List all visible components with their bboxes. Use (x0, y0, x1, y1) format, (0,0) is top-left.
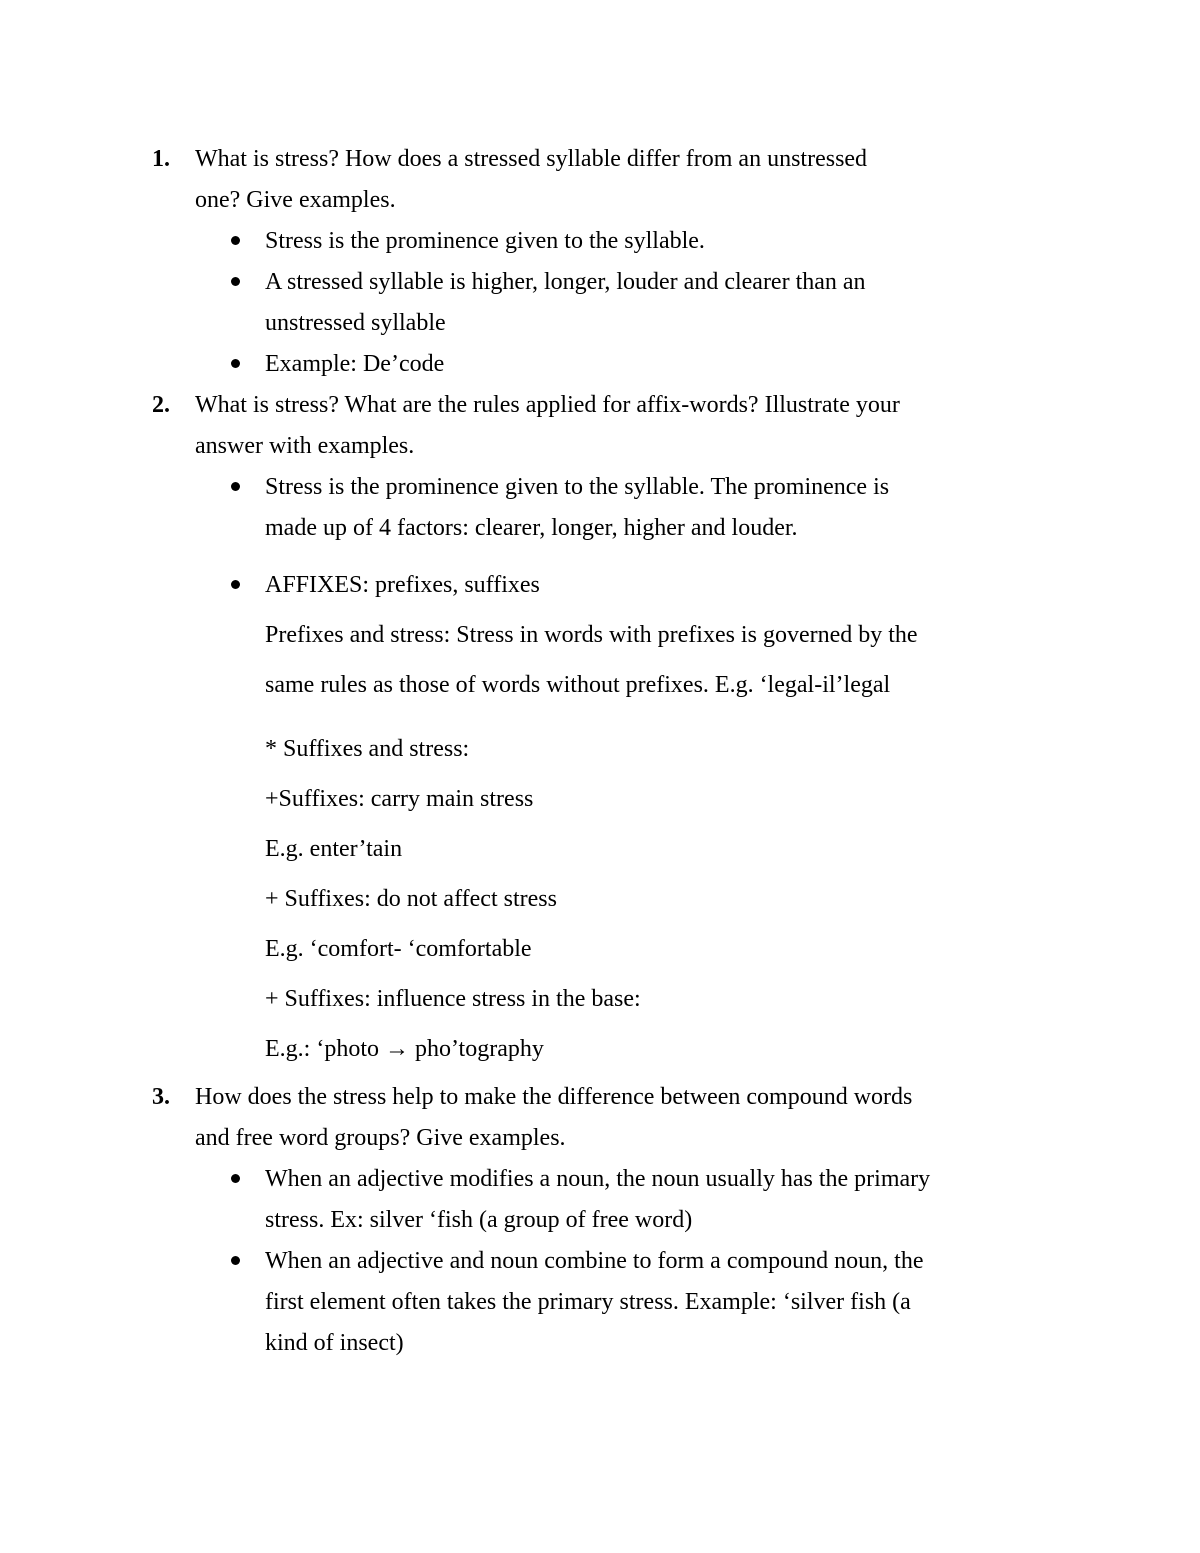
bullet-text: A stressed syllable is higher, longer, louder and clearer than an (265, 269, 866, 295)
note-text: + Suffixes: influence stress in the base: (265, 986, 641, 1012)
bullet-text: made up of 4 factors: clearer, longer, higher and louder. (265, 515, 798, 541)
note-text: + Suffixes: do not affect stress (265, 886, 557, 912)
bullet-text: When an adjective modifies a noun, the noun usually has the primary (265, 1166, 931, 1192)
bullet-icon (231, 1174, 240, 1183)
note-text: E.g. ‘comfort- ‘comfortable (265, 936, 532, 962)
bullet-text: stress. Ex: silver ‘fish (a group of free word) (265, 1207, 693, 1233)
bullet-text: AFFIXES: prefixes, suffixes (265, 572, 540, 598)
note-text: E.g.: ‘photo → pho’tography (265, 1036, 544, 1062)
bullet-icon (231, 1256, 240, 1265)
question-text: What is stress? How does a stressed syllable differ from an unstressed (195, 146, 868, 172)
question-text: What is stress? What are the rules applied for affix-words? Illustrate your (195, 392, 900, 418)
bullet-text: Stress is the prominence given to the syllable. (265, 228, 705, 254)
question-text: one? Give examples. (195, 187, 396, 213)
note-text: Prefixes and stress: Stress in words with prefixes is governed by the (265, 622, 918, 648)
bullet-icon (231, 580, 240, 589)
question-text: and free word groups? Give examples. (195, 1125, 566, 1151)
bullet-text: When an adjective and noun combine to form a compound noun, the (265, 1248, 924, 1274)
bullet-text: first element often takes the primary stress. Example: ‘silver fish (a (265, 1289, 911, 1315)
question-number: 1. (152, 146, 170, 172)
question-text: answer with examples. (195, 433, 415, 459)
question-text: How does the stress help to make the difference between compound words (195, 1084, 913, 1110)
note-text: +Suffixes: carry main stress (265, 786, 534, 812)
note-text: * Suffixes and stress: (265, 736, 470, 762)
note-text: same rules as those of words without prefixes. E.g. ‘legal-il’legal (265, 672, 891, 698)
bullet-icon (231, 236, 240, 245)
bullet-text: Stress is the prominence given to the syllable. The prominence is (265, 474, 890, 500)
bullet-text: unstressed syllable (265, 310, 446, 336)
note-text: E.g. enter’tain (265, 836, 403, 862)
bullet-text: Example: De’code (265, 351, 445, 377)
bullet-icon (231, 277, 240, 286)
question-number: 3. (152, 1084, 170, 1110)
bullet-text: kind of insect) (265, 1330, 404, 1356)
bullet-icon (231, 359, 240, 368)
bullet-icon (231, 482, 240, 491)
question-number: 2. (152, 392, 170, 418)
